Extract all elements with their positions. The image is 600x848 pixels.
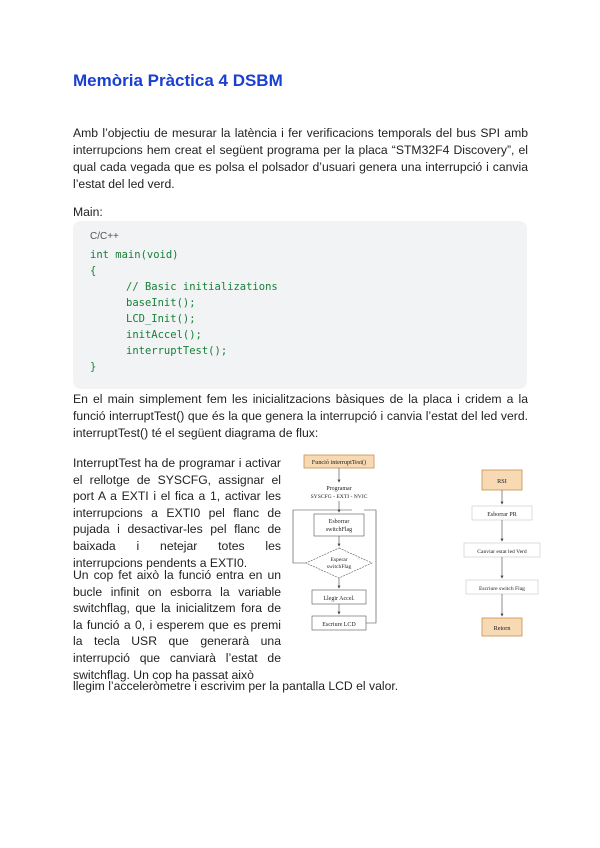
wait-decision-label-1: Esperar xyxy=(330,557,348,563)
code-line: interruptTest(); xyxy=(126,345,228,357)
page-title: Memòria Pràctica 4 DSBM xyxy=(73,71,283,90)
code-line: { xyxy=(90,265,97,277)
after-code-paragraph: En el main simplement fem les inicialitzacions bàsiques de la placa i cridem a la funció interruptTest() que és la que genera la interrupció i canvia l’estat del led verd. interruptTest() té el següent diagrama de flux: xyxy=(73,392,528,440)
body-paragraph-1: InterruptTest ha de programar i activar el rellotge de SYSCFG, assignar el port A a EXTI i el fica a 1, activar les interrupcions a EXTI0 pel flanc de pujada i desactivar-les pel flanc de baixada i netejar totes les interrupcions pendents a EXTI0. xyxy=(73,456,281,570)
start-box-label: Funció interruptTest() xyxy=(311,459,367,466)
toggle-led-box-label: Canviar estat led Verd xyxy=(477,549,527,555)
code-line: LCD_Init(); xyxy=(126,313,196,325)
code-line: int main(void) xyxy=(90,249,179,261)
wait-decision xyxy=(306,548,372,578)
erase-box-label-2: switchFlag xyxy=(325,527,353,533)
isr-box-label: RSI xyxy=(497,478,507,485)
erase-pr-box-label: Esborrar PR xyxy=(487,512,517,518)
code-language-label: C/C++ xyxy=(90,231,119,242)
body-paragraph-3: llegim l’acceleròmetre i escrivim per la pantalla LCD el valor. xyxy=(73,679,399,693)
program-box-label-1: Programar xyxy=(326,486,352,492)
interrupt-test-flowchart xyxy=(290,452,390,642)
code-line: baseInit(); xyxy=(126,297,196,309)
code-block xyxy=(73,221,527,389)
code-line: initAccel(); xyxy=(126,329,202,341)
body-paragraph-2: Un cop fet això la funció entra en un bucle infinit on esborra la variable switchflag, que la inicialitzem fora de la funció a 0, i esperem que es premi la tecla USR que generarà una interrupció que canviarà l’estat de switchflag. Un cop ha passat això xyxy=(73,568,281,682)
write-flag-box-label: Escriure switch Flag xyxy=(479,586,525,592)
code-comment: // Basic initializations xyxy=(126,281,278,293)
isr-flowchart xyxy=(462,466,542,640)
code-line: } xyxy=(90,361,97,373)
write-lcd-box-label: Escriure LCD xyxy=(322,622,356,628)
read-accel-box-label: Llegir Accel. xyxy=(323,596,355,602)
program-box-label-2: SYSCFG - EXTI - NVIC xyxy=(310,494,368,500)
wait-decision-label-2: switchFlag xyxy=(326,564,352,570)
main-label: Main: xyxy=(73,205,103,219)
intro-paragraph: Amb l’objectiu de mesurar la latència i fer verificacions temporals del bus SPI amb interrupcions hem creat el següent programa per la placa “STM32F4 Discovery”, el qual cada vegada que es polsa el polsador d’usuari genera una interrupció i canvia l’estat del led verd. xyxy=(73,126,528,191)
return-box-label: Retorn xyxy=(493,625,511,632)
erase-box-label-1: Esborrar xyxy=(328,519,350,525)
